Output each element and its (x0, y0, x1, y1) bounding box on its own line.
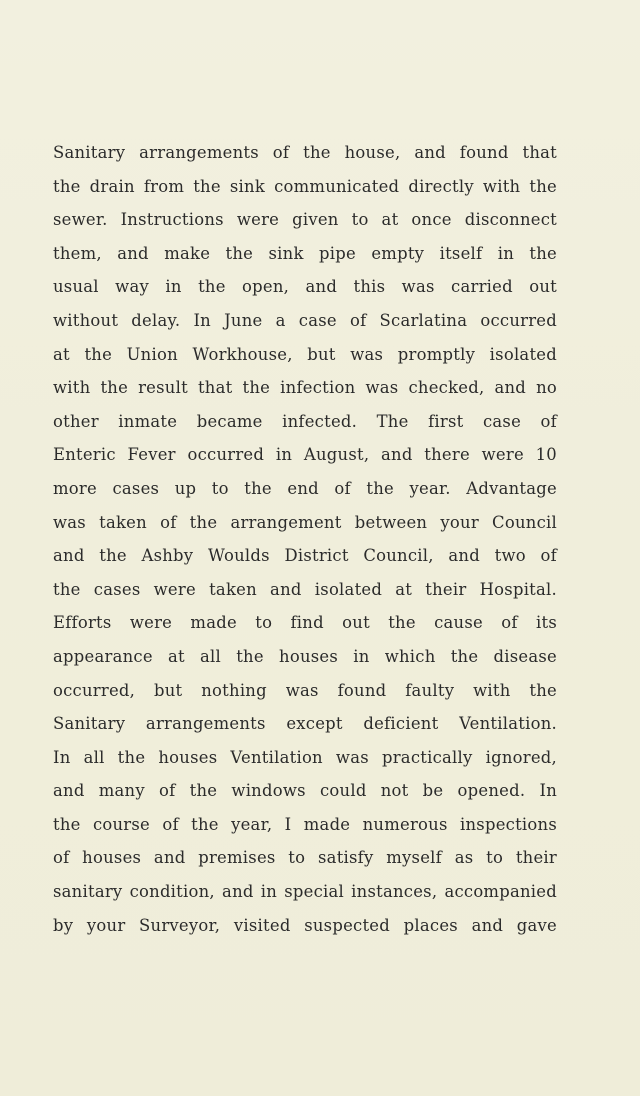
text-line: the drain from the sink communicated directly with the (53, 176, 557, 196)
text-line: Sanitary arrangements of the house, and found that (53, 143, 557, 162)
text-line: was taken of the arrangement between your Council (53, 512, 557, 532)
body-text (53, 136, 557, 942)
text-line: Enteric Fever occurred in August, and there were 10 (53, 445, 557, 465)
text-line: by your Surveyor, visited suspected places and gave (53, 915, 557, 935)
text-line: and many of the windows could not be opened. In (53, 781, 557, 801)
text-line: the cases were taken and isolated at their Hospital. (53, 579, 557, 599)
text-line: sanitary condition, and in special instances, accompanied (53, 882, 557, 902)
text-line: of houses and premises to satisfy myself as to their (53, 848, 557, 868)
text-line: and the Ashby Woulds District Council, and two of (53, 546, 557, 566)
text-line: without delay. In June a case of Scarlatina occurred (53, 310, 557, 330)
text-line: with the result that the infection was checked, and no (53, 378, 557, 398)
text-line: the course of the year, I made numerous inspections (53, 814, 557, 834)
text-line: Sanitary arrangements except deficient Ventilation. (53, 714, 557, 734)
text-line: more cases up to the end of the year. Advantage (53, 478, 557, 498)
text-line: usual way in the open, and this was carried out (53, 277, 557, 297)
text-line: other inmate became infected. The first case of (53, 411, 557, 431)
text-line: In all the houses Ventilation was practically ignored, (53, 747, 557, 767)
text-line: Efforts were made to find out the cause of its (53, 613, 557, 633)
text-line: appearance at all the houses in which the disease (53, 646, 557, 666)
text-line: at the Union Workhouse, but was promptly isolated (53, 344, 557, 364)
text-line: occurred, but nothing was found faulty with the (53, 680, 557, 700)
text-line: sewer. Instructions were given to at once disconnect (53, 210, 557, 230)
text-line: them, and make the sink pipe empty itself in the (53, 243, 557, 263)
